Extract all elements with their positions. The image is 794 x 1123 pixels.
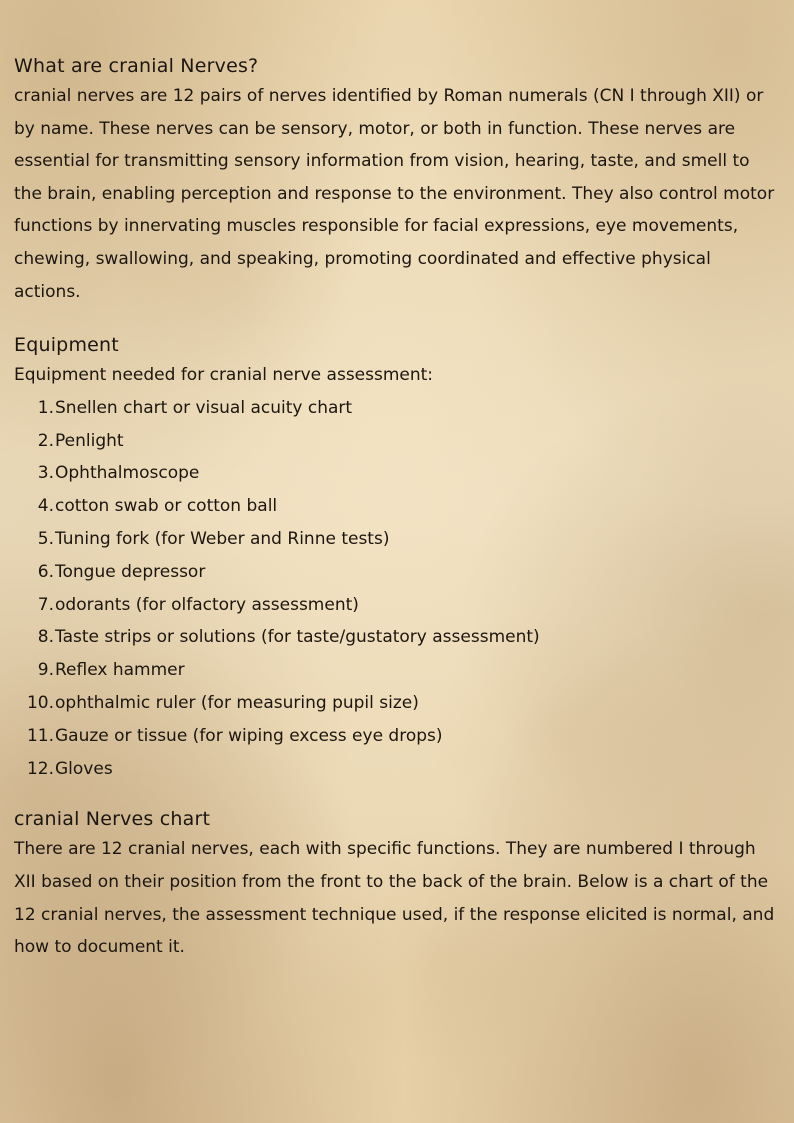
list-item [14,687,780,720]
list-number: 5. [37,528,54,549]
list-item [14,523,780,556]
list-item [14,425,780,458]
list-number: 3. [37,463,54,484]
list-number: 11. [26,725,54,746]
chart-heading: cranial Nerves chart [14,808,211,831]
list-text: Reflex hammer [55,660,185,681]
list-text: ophthalmic ruler (for measuring pupil size) [55,692,419,713]
list-number: 8. [37,627,54,648]
list-number: 6. [37,561,54,582]
list-text: cotton swab or cotton ball [55,496,278,517]
list-item [14,654,780,687]
list-number: 7. [37,594,54,615]
list-item [14,621,780,654]
list-item [14,556,780,589]
intro-paragraph: cranial nerves are 12 pairs of nerves identified by Roman numerals (CN I through XII) or by name. These nerves can be sensory, motor, or both in function. These nerves are essential for transmitting sensory information from vision, hearing, taste, and smell to the brain, enabling perception and response to the environment. They also control motor functions by innervating muscles responsible for facial expressions, eye movements, chewing, swallowing, and speaking, promoting coordinated and effective physical actions. [14,86,775,302]
list-text: Taste strips or solutions (for taste/gustatory assessment) [55,627,540,648]
list-number: 10. [26,692,54,713]
list-text: Gauze or tissue (for wiping excess eye drops) [55,725,443,746]
chart-paragraph: There are 12 cranial nerves, each with specific functions. They are numbered I through XII based on their position from the front to the back of the brain. Below is a chart of the 12 cranial nerves, the assessment technique used, if the response elicited is normal, and how to document it. [14,839,775,958]
list-number: 12. [26,758,54,779]
list-item [14,392,780,425]
list-text: Ophthalmoscope [55,463,200,484]
equipment-intro: Equipment needed for cranial nerve assessment: [14,365,434,386]
list-number: 2. [37,430,54,451]
list-number: 1. [37,397,54,418]
list-text: Penlight [55,430,124,451]
equipment-heading: Equipment [14,334,119,357]
list-item [14,457,780,490]
list-item [14,753,780,786]
list-text: Snellen chart or visual acuity chart [55,397,353,418]
list-item [14,589,780,622]
list-text: Tuning fork (for Weber and Rinne tests) [55,528,390,549]
list-item [14,490,780,523]
list-number: 4. [37,496,54,517]
intro-heading: What are cranial Nerves? [14,55,259,77]
spacer [14,785,780,805]
list-item [14,720,780,753]
document-page [14,52,780,964]
list-text: Tongue depressor [55,561,206,582]
equipment-list [14,392,780,786]
spacer [14,308,780,331]
list-text: odorants (for olfactory assessment) [55,594,359,615]
list-number: 9. [37,660,54,681]
list-text: Gloves [55,758,113,779]
